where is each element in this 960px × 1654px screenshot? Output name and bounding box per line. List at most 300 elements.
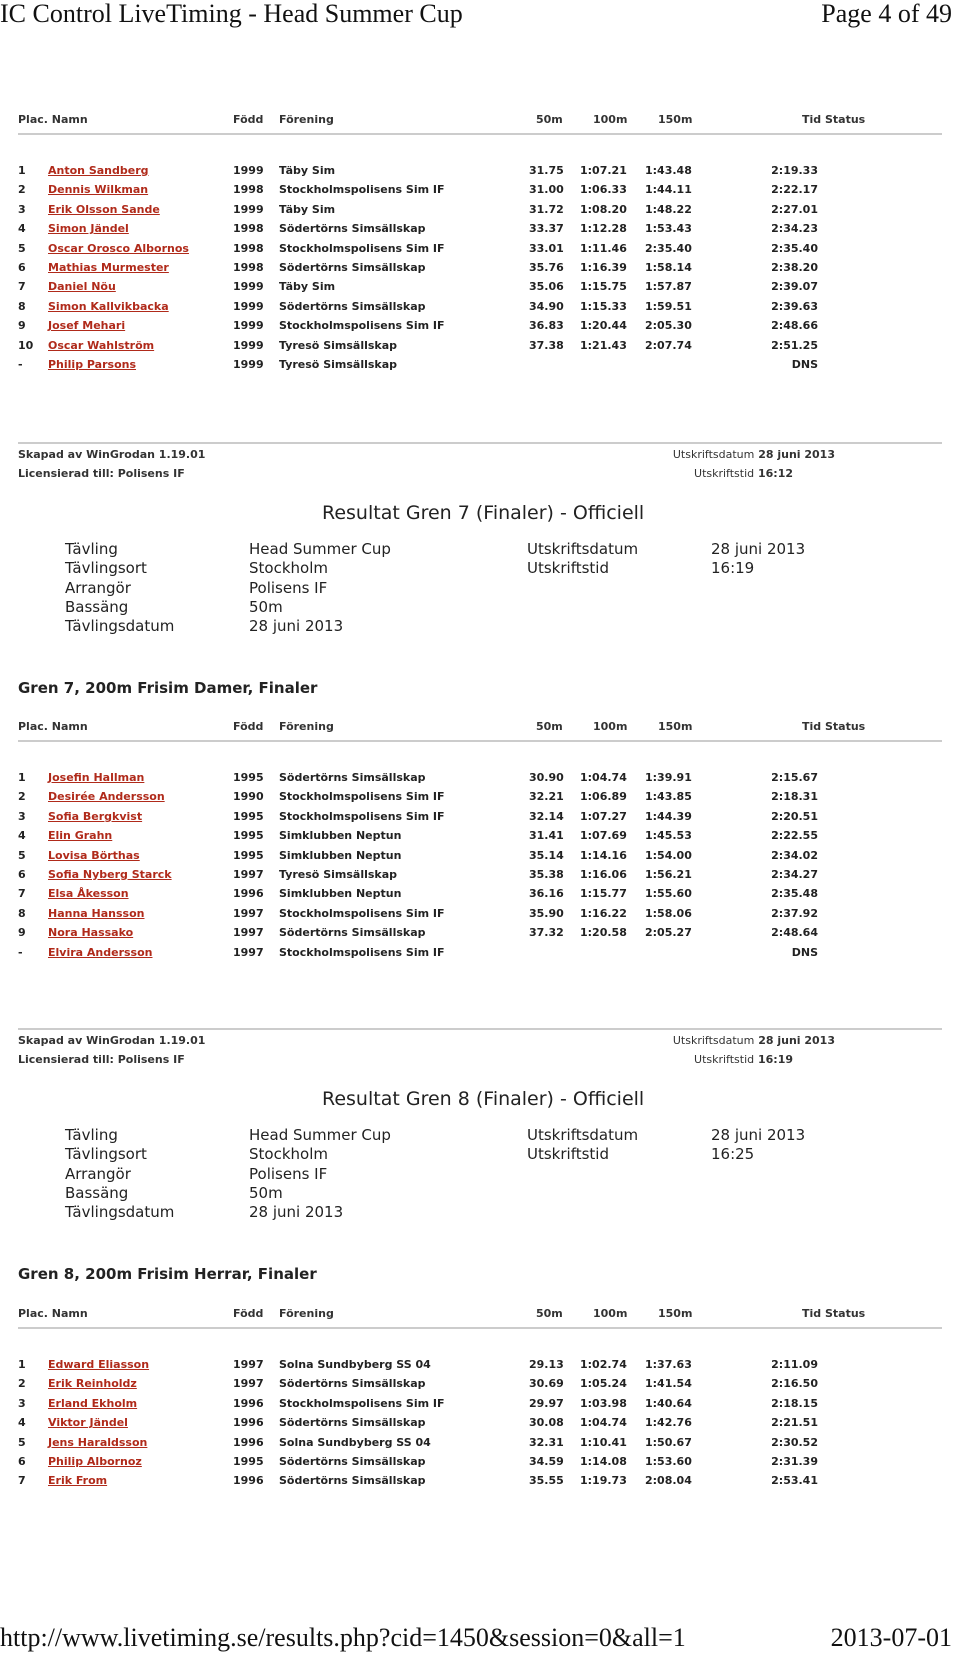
split-100m: 1:07.21 — [580, 164, 627, 177]
birth-year: 1995 — [233, 771, 264, 784]
club-name: Stockholmspolisens Sim IF — [279, 241, 445, 255]
athlete-name-link[interactable] — [48, 358, 136, 371]
print-time-label: Utskriftstid — [694, 1053, 755, 1066]
club-name: Stockholmspolisens Sim IF — [279, 790, 445, 804]
birth-year: 1999 — [233, 358, 264, 371]
info-arrangor-label: Arrangör — [65, 578, 131, 597]
split-50m: 37.38 — [529, 338, 564, 352]
info-utskriftsdatum-value: 28 juni 2013 — [711, 540, 806, 558]
created-by: Skapad av WinGrodan 1.19.01 — [18, 448, 206, 461]
club-name: Tyresö Simsällskap — [279, 868, 398, 881]
birth-year: 1997 — [233, 906, 264, 920]
info-tavlingsdatum-label: Tävlingsdatum — [65, 1203, 175, 1222]
final-time: 2:35.40 — [771, 241, 818, 255]
split-100m: 1:05.24 — [580, 1377, 627, 1391]
split-100m: 1:11.46 — [580, 241, 627, 255]
birth-year: 1999 — [233, 299, 264, 313]
result-place: 2 — [18, 1377, 26, 1391]
club-name: Täby Sim — [279, 164, 336, 177]
result-place: 3 — [18, 809, 26, 823]
split-150m: 1:50.67 — [645, 1435, 692, 1449]
birth-year: 1998 — [233, 222, 264, 236]
split-150m: 2:05.27 — [645, 926, 692, 940]
split-150m: 2:35.40 — [645, 241, 692, 255]
club-name: Södertörns Simsällskap — [279, 771, 426, 784]
athlete-name-link[interactable] — [48, 771, 144, 784]
final-time: DNS — [791, 945, 818, 959]
split-150m: 2:07.74 — [645, 338, 692, 352]
birth-year: 1998 — [233, 241, 264, 255]
event-title: Gren 7, 200m Frisim Damer, Finaler — [18, 679, 318, 697]
final-time: 2:38.20 — [771, 261, 818, 274]
split-100m: 1:04.74 — [580, 1416, 627, 1430]
athlete-name-link[interactable] — [48, 261, 169, 274]
split-50m: 35.90 — [529, 906, 564, 920]
section1-col-forening: Förening — [279, 113, 334, 126]
split-100m: 1:20.58 — [580, 926, 627, 940]
birth-year: 1996 — [233, 887, 264, 901]
club-name: Täby Sim — [279, 280, 336, 294]
athlete-name-link[interactable] — [48, 183, 148, 196]
print-date-label: Utskriftsdatum — [672, 448, 755, 461]
final-time: 2:34.02 — [771, 848, 818, 862]
split-150m: 2:05.30 — [645, 319, 692, 333]
final-time: 2:53.41 — [771, 1474, 818, 1488]
final-time: 2:37.92 — [771, 906, 818, 920]
final-time: 2:31.39 — [771, 1455, 818, 1468]
final-time: 2:18.31 — [771, 790, 818, 804]
athlete-name-link[interactable] — [48, 829, 112, 842]
split-50m: 30.69 — [529, 1377, 564, 1391]
info-utskriftsdatum-label: Utskriftsdatum — [527, 540, 639, 558]
athlete-name[interactable]: Sofia Nyberg Starck — [48, 868, 172, 881]
split-50m: 35.14 — [529, 848, 564, 862]
athlete-name[interactable]: Elvira Andersson — [48, 945, 153, 959]
section2-meta-rule — [18, 1028, 942, 1030]
split-150m: 1:59.51 — [645, 299, 692, 313]
section1-col-tid-status: Tid Status — [802, 113, 866, 126]
final-time: 2:11.09 — [771, 1358, 818, 1371]
result-place: 7 — [18, 887, 26, 901]
split-100m: 1:15.33 — [580, 299, 627, 313]
info-ort-value: Stockholm — [249, 559, 328, 578]
athlete-name-link[interactable] — [48, 1416, 128, 1429]
result-place: 3 — [18, 1396, 26, 1410]
section1-col-150m: 150m — [658, 113, 693, 126]
split-100m: 1:02.74 — [580, 1358, 627, 1371]
club-name: Simklubben Neptun — [279, 848, 402, 862]
athlete-name-link[interactable] — [48, 1436, 147, 1449]
section3-col-tid-status: Tid Status — [802, 1307, 866, 1320]
athlete-name-link[interactable] — [48, 319, 125, 332]
final-time: 2:22.55 — [771, 829, 818, 843]
athlete-name-link[interactable] — [48, 164, 149, 177]
split-50m: 37.32 — [529, 926, 564, 940]
section2-header-rule — [18, 740, 942, 742]
result-place: 3 — [18, 202, 26, 216]
split-50m: 32.14 — [529, 809, 564, 823]
split-150m: 1:56.21 — [645, 868, 692, 881]
birth-year: 1997 — [233, 868, 264, 881]
athlete-name[interactable]: Nora Hassako — [48, 926, 134, 940]
birth-year: 1995 — [233, 848, 264, 862]
split-150m: 1:58.14 — [645, 261, 692, 274]
split-150m: 1:45.53 — [645, 829, 692, 843]
info-ort-value: Stockholm — [249, 1145, 328, 1164]
athlete-name[interactable]: Mathias Murmester — [48, 261, 169, 274]
athlete-name[interactable]: Josef Mehari — [48, 319, 126, 333]
club-name: Stockholmspolisens Sim IF — [279, 1396, 445, 1410]
info-tavlingsdatum-value: 28 juni 2013 — [249, 1203, 344, 1222]
print-date — [673, 448, 835, 461]
section2-col-100m: 100m — [593, 720, 628, 733]
result-place: 5 — [18, 1435, 26, 1449]
result-place: 2 — [18, 790, 26, 804]
split-50m: 30.90 — [529, 771, 564, 784]
athlete-name-link[interactable] — [48, 300, 169, 313]
split-100m: 1:19.73 — [580, 1474, 627, 1488]
birth-year: 1999 — [233, 338, 264, 352]
split-150m: 1:48.22 — [645, 202, 692, 216]
athlete-name-link[interactable] — [48, 222, 129, 235]
section2-result-title: Resultat Gren 7 (Finaler) - Officiell — [322, 502, 645, 524]
club-name: Södertörns Simsällskap — [279, 1455, 426, 1468]
final-time: 2:16.50 — [771, 1377, 818, 1391]
section2-col-forening: Förening — [279, 720, 334, 733]
print-time-value: 16:12 — [757, 467, 793, 480]
athlete-name[interactable]: Elsa Åkesson — [48, 887, 129, 901]
final-time: 2:34.23 — [771, 222, 818, 236]
club-name: Täby Sim — [279, 202, 336, 216]
result-place: 6 — [18, 1455, 26, 1468]
split-100m: 1:03.98 — [580, 1396, 627, 1410]
athlete-name-link[interactable] — [48, 790, 165, 803]
result-place: 8 — [18, 906, 26, 920]
split-100m: 1:21.43 — [580, 338, 627, 352]
final-time: 2:19.33 — [771, 164, 818, 177]
club-name: Tyresö Simsällskap — [279, 358, 398, 371]
section1-header-rule — [18, 133, 942, 135]
split-50m: 29.97 — [529, 1396, 564, 1410]
final-time: DNS — [791, 358, 818, 371]
page-header-title: IC Control LiveTiming - Head Summer Cup — [0, 0, 463, 28]
section3-header-rule — [18, 1327, 942, 1329]
athlete-name-link[interactable] — [48, 1358, 149, 1371]
info-tavlingsdatum-label: Tävlingsdatum — [65, 617, 175, 636]
info-bassang-value: 50m — [249, 597, 283, 616]
footer-url[interactable]: http://www.livetiming.se/results.php?cid=1450&session=0&all=1 — [0, 1623, 686, 1652]
final-time: 2:22.17 — [771, 183, 818, 197]
result-place: 7 — [18, 1474, 26, 1488]
split-100m: 1:20.44 — [580, 319, 627, 333]
athlete-name-link[interactable] — [48, 339, 154, 352]
split-150m: 1:42.76 — [645, 1416, 692, 1430]
athlete-name-link[interactable] — [48, 946, 153, 959]
result-place: 4 — [18, 222, 26, 236]
birth-year: 1996 — [233, 1474, 264, 1488]
club-name: Stockholmspolisens Sim IF — [279, 809, 445, 823]
athlete-name[interactable]: Erik From — [48, 1474, 108, 1488]
club-name: Tyresö Simsällskap — [279, 338, 398, 352]
section1-col-plac-namn: Plac. Namn — [18, 113, 88, 126]
athlete-name-link[interactable] — [48, 1474, 107, 1487]
athlete-name[interactable]: Erik Olsson Sande — [48, 202, 160, 216]
info-utskriftsdatum-value: 28 juni 2013 — [711, 1126, 806, 1144]
split-100m: 1:14.08 — [580, 1455, 627, 1468]
section2-col-plac-namn: Plac. Namn — [18, 720, 88, 733]
split-50m: 31.75 — [529, 164, 564, 177]
split-150m: 1:54.00 — [645, 848, 692, 862]
final-time: 2:39.07 — [771, 280, 818, 294]
final-time: 2:34.27 — [771, 868, 818, 881]
final-time: 2:51.25 — [771, 338, 818, 352]
athlete-name-link[interactable] — [48, 868, 172, 881]
section1-col-50m: 50m — [536, 113, 563, 126]
athlete-name[interactable]: Oscar Orosco Albornos — [48, 241, 189, 255]
split-100m: 1:15.75 — [580, 280, 627, 294]
section3-col-fodd: Född — [233, 1307, 264, 1320]
split-50m: 30.08 — [529, 1416, 564, 1430]
athlete-name-link[interactable] — [48, 280, 116, 293]
split-50m: 31.00 — [529, 183, 564, 197]
split-50m: 32.21 — [529, 790, 564, 804]
athlete-name[interactable]: Dennis Wilkman — [48, 183, 149, 197]
birth-year: 1996 — [233, 1416, 264, 1430]
athlete-name[interactable]: Erik Reinholdz — [48, 1377, 137, 1391]
result-place: - — [18, 358, 23, 371]
result-place: 4 — [18, 1416, 26, 1430]
result-place: 6 — [18, 261, 26, 274]
print-date-label: Utskriftsdatum — [672, 1034, 755, 1047]
birth-year: 1990 — [233, 790, 264, 804]
section1-col-fodd: Född — [233, 113, 264, 126]
split-150m: 1:37.63 — [645, 1358, 692, 1371]
section3-col-50m: 50m — [536, 1307, 563, 1320]
athlete-name[interactable]: Daniel Nöu — [48, 280, 116, 294]
info-utskriftstid-value: 16:19 — [711, 559, 755, 578]
info-arrangor-value: Polisens IF — [249, 1164, 328, 1183]
club-name: Södertörns Simsällskap — [279, 299, 426, 313]
athlete-name-link[interactable] — [48, 849, 140, 862]
club-name: Simklubben Neptun — [279, 829, 402, 843]
athlete-name-link[interactable] — [48, 926, 133, 939]
split-150m: 1:43.48 — [645, 164, 692, 177]
club-name: Solna Sundbyberg SS 04 — [279, 1435, 431, 1449]
info-bassang-value: 50m — [249, 1183, 283, 1202]
birth-year: 1997 — [233, 926, 264, 940]
club-name: Simklubben Neptun — [279, 887, 402, 901]
info-arrangor-value: Polisens IF — [249, 578, 328, 597]
created-by: Skapad av WinGrodan 1.19.01 — [18, 1034, 206, 1047]
athlete-name[interactable]: Jens Haraldsson — [48, 1435, 148, 1449]
athlete-name[interactable]: Oscar Wahlström — [48, 338, 155, 352]
athlete-name-link[interactable] — [48, 242, 189, 255]
athlete-name-link[interactable] — [48, 887, 129, 900]
athlete-name[interactable]: Sofia Bergkvist — [48, 809, 143, 823]
athlete-name[interactable]: Josefin Hallman — [48, 771, 145, 784]
split-50m: 31.72 — [529, 202, 564, 216]
result-place: 2 — [18, 183, 26, 197]
final-time: 2:48.66 — [771, 319, 818, 333]
license-info: Licensierad till: Polisens IF — [18, 1053, 185, 1066]
result-place: 7 — [18, 280, 26, 294]
print-date-value: 28 juni 2013 — [758, 448, 835, 461]
event-title: Gren 8, 200m Frisim Herrar, Finaler — [18, 1265, 317, 1283]
result-place: 1 — [18, 771, 26, 784]
birth-year: 1995 — [233, 1455, 264, 1468]
split-100m: 1:06.33 — [580, 183, 627, 197]
club-name: Södertörns Simsällskap — [279, 261, 426, 274]
athlete-name-link[interactable] — [48, 907, 145, 920]
athlete-name[interactable]: Desirée Andersson — [48, 790, 165, 804]
section3-col-plac-namn: Plac. Namn — [18, 1307, 88, 1320]
split-150m: 1:58.06 — [645, 906, 692, 920]
birth-year: 1997 — [233, 1377, 264, 1391]
split-50m: 34.90 — [529, 299, 564, 313]
info-tavling-value: Head Summer Cup — [249, 1126, 391, 1144]
birth-year: 1999 — [233, 202, 264, 216]
split-150m: 1:43.85 — [645, 790, 692, 804]
split-50m: 32.31 — [529, 1435, 564, 1449]
athlete-name-link[interactable] — [48, 203, 160, 216]
split-50m: 35.06 — [529, 280, 564, 294]
athlete-name-link[interactable] — [48, 1377, 137, 1390]
info-bassang-label: Bassäng — [65, 597, 129, 616]
split-150m: 1:40.64 — [645, 1396, 692, 1410]
split-100m: 1:16.39 — [580, 261, 627, 274]
birth-year: 1997 — [233, 945, 264, 959]
final-time: 2:15.67 — [771, 771, 818, 784]
section3-result-title: Resultat Gren 8 (Finaler) - Officiell — [322, 1088, 645, 1110]
print-time-value: 16:19 — [757, 1053, 793, 1066]
club-name: Stockholmspolisens Sim IF — [279, 945, 445, 959]
split-150m: 2:08.04 — [645, 1474, 692, 1488]
info-ort-label: Tävlingsort — [65, 1145, 147, 1164]
club-name: Södertörns Simsällskap — [279, 1416, 426, 1430]
final-time: 2:21.51 — [771, 1416, 818, 1430]
birth-year: 1999 — [233, 164, 264, 177]
section1-col-100m: 100m — [593, 113, 628, 126]
athlete-name[interactable]: Hanna Hansson — [48, 906, 145, 920]
final-time: 2:48.64 — [771, 926, 818, 940]
info-tavling-value: Head Summer Cup — [249, 540, 391, 558]
result-place: 10 — [18, 338, 34, 352]
split-100m: 1:12.28 — [580, 222, 627, 236]
info-tavlingsdatum-value: 28 juni 2013 — [249, 617, 344, 636]
split-50m: 31.41 — [529, 829, 564, 843]
athlete-name[interactable]: Viktor Jändel — [48, 1416, 128, 1430]
split-100m: 1:15.77 — [580, 887, 627, 901]
athlete-name[interactable]: Simon Kallvikbacka — [48, 299, 169, 313]
split-150m: 1:39.91 — [645, 771, 692, 784]
print-date — [673, 1034, 835, 1047]
club-name: Södertörns Simsällskap — [279, 1474, 426, 1488]
section1-meta-rule — [18, 442, 942, 444]
info-utskriftsdatum-label: Utskriftsdatum — [527, 1126, 639, 1144]
section3-col-150m: 150m — [658, 1307, 693, 1320]
split-100m: 1:14.16 — [580, 848, 627, 862]
split-150m: 1:57.87 — [645, 280, 692, 294]
split-100m: 1:16.06 — [580, 868, 627, 881]
page-number: Page 4 of 49 — [821, 0, 952, 28]
final-time: 2:30.52 — [771, 1435, 818, 1449]
birth-year: 1997 — [233, 1358, 264, 1371]
split-150m: 1:53.43 — [645, 222, 692, 236]
final-time: 2:20.51 — [771, 809, 818, 823]
split-100m: 1:07.27 — [580, 809, 627, 823]
license-info: Licensierad till: Polisens IF — [18, 467, 185, 480]
result-place: 5 — [18, 241, 26, 255]
section2-col-fodd: Född — [233, 720, 264, 733]
birth-year: 1995 — [233, 829, 264, 843]
footer-date: 2013-07-01 — [830, 1623, 952, 1652]
split-50m: 35.76 — [529, 261, 564, 274]
print-time — [694, 1053, 793, 1066]
athlete-name[interactable]: Anton Sandberg — [48, 164, 149, 177]
final-time: 2:27.01 — [771, 202, 818, 216]
athlete-name-link[interactable] — [48, 1397, 137, 1410]
athlete-name[interactable]: Elin Grahn — [48, 829, 113, 843]
club-name: Södertörns Simsällskap — [279, 1377, 426, 1391]
athlete-name[interactable]: Edward Eliasson — [48, 1358, 150, 1371]
athlete-name[interactable]: Simon Jändel — [48, 222, 129, 236]
split-150m: 1:55.60 — [645, 887, 692, 901]
split-150m: 1:53.60 — [645, 1455, 692, 1468]
final-time: 2:35.48 — [771, 887, 818, 901]
split-150m: 1:44.39 — [645, 809, 692, 823]
print-date-value: 28 juni 2013 — [758, 1034, 835, 1047]
birth-year: 1998 — [233, 183, 264, 197]
club-name: Södertörns Simsällskap — [279, 926, 426, 940]
print-time — [694, 467, 793, 480]
club-name: Stockholmspolisens Sim IF — [279, 319, 445, 333]
result-place: 9 — [18, 926, 26, 940]
split-100m: 1:06.89 — [580, 790, 627, 804]
birth-year: 1995 — [233, 809, 264, 823]
split-50m: 33.01 — [529, 241, 564, 255]
result-place: 4 — [18, 829, 26, 843]
athlete-name[interactable]: Philip Albornoz — [48, 1455, 142, 1468]
info-utskriftstid-value: 16:25 — [711, 1145, 755, 1164]
birth-year: 1998 — [233, 261, 264, 274]
split-150m: 1:44.11 — [645, 183, 692, 197]
club-name: Solna Sundbyberg SS 04 — [279, 1358, 431, 1371]
athlete-name[interactable]: Erland Ekholm — [48, 1396, 138, 1410]
split-50m: 35.55 — [529, 1474, 564, 1488]
info-tavling-label: Tävling — [65, 540, 118, 558]
result-place: - — [18, 945, 23, 959]
club-name: Södertörns Simsällskap — [279, 222, 426, 236]
info-tavling-label: Tävling — [65, 1126, 118, 1144]
athlete-name[interactable]: Lovisa Börthas — [48, 848, 140, 862]
split-150m: 1:41.54 — [645, 1377, 692, 1391]
section2-col-tid-status: Tid Status — [802, 720, 866, 733]
birth-year: 1996 — [233, 1396, 264, 1410]
section3-col-100m: 100m — [593, 1307, 628, 1320]
result-place: 1 — [18, 1358, 26, 1371]
athlete-name-link[interactable] — [48, 810, 142, 823]
athlete-name-link[interactable] — [48, 1455, 142, 1468]
result-place: 1 — [18, 164, 26, 177]
birth-year: 1999 — [233, 319, 264, 333]
info-arrangor-label: Arrangör — [65, 1164, 131, 1183]
section3-col-forening: Förening — [279, 1307, 334, 1320]
result-place: 8 — [18, 299, 26, 313]
athlete-name[interactable]: Philip Parsons — [48, 358, 137, 371]
section2-col-50m: 50m — [536, 720, 563, 733]
club-name: Stockholmspolisens Sim IF — [279, 183, 445, 197]
split-100m: 1:04.74 — [580, 771, 627, 784]
